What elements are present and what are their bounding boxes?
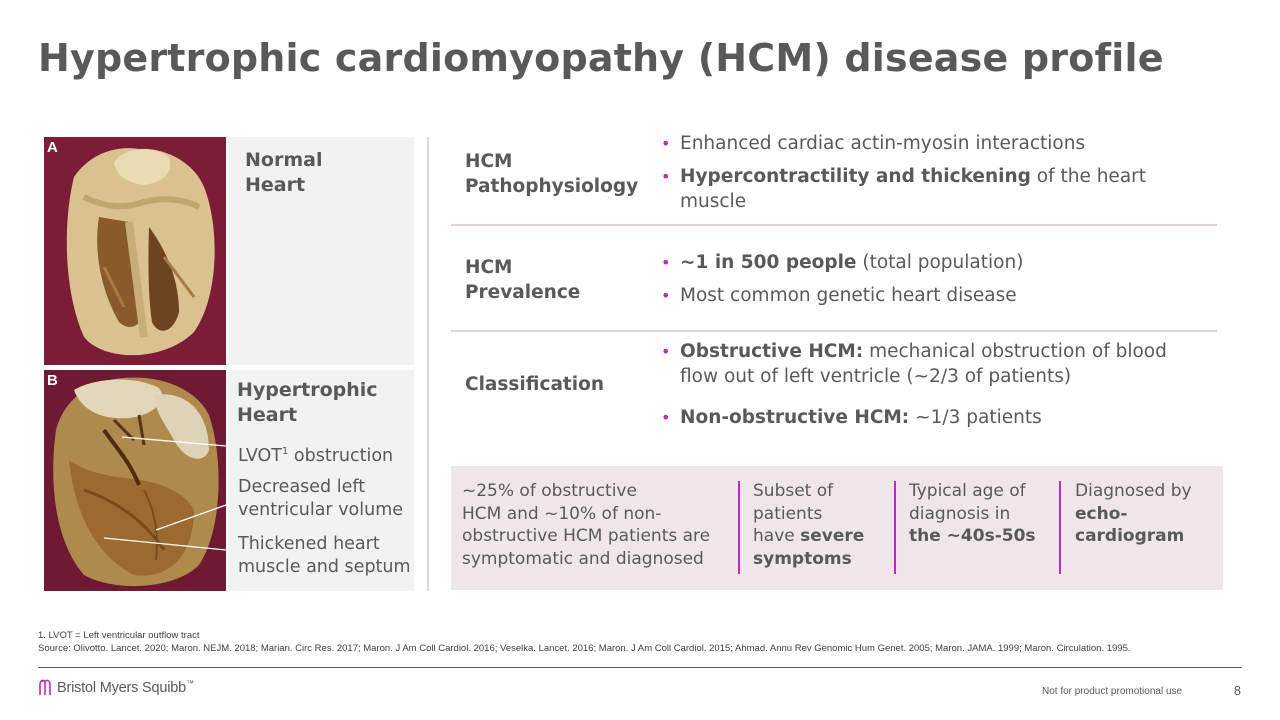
stat-separator-3 — [1059, 481, 1061, 574]
bullet-one-in-500-bold: ~1 in 500 people — [680, 252, 857, 273]
row-label-classification: Classification — [465, 374, 604, 395]
stat2-line3 — [753, 525, 888, 548]
promotional-disclaimer: Not for product promotional use — [1042, 686, 1183, 697]
stat1-line4: symptomatic and diagnosed — [462, 548, 704, 569]
bms-logo-trademark: ™ — [185, 678, 194, 688]
page-number: 8 — [1234, 684, 1241, 698]
bms-logo — [38, 678, 194, 696]
hypertrophic-heart-title-line2: Heart — [237, 404, 298, 426]
hypertrophic-heart-title-line1: Hypertrophic — [237, 379, 378, 401]
stat2-line1: Subset of — [753, 481, 834, 501]
stat2-line3-bold: severe — [800, 526, 865, 546]
stat-typical-age — [909, 480, 1059, 548]
stat1-line1: ~25% of obstructive — [462, 481, 637, 501]
bullet-non-obstructive-bold: Non-obstructive HCM: — [680, 407, 910, 428]
bms-logo-text — [57, 679, 194, 696]
callout-lvot-footnote-mark: 1 — [281, 446, 289, 457]
bullet-most-common-text: Most common genetic heart disease — [680, 285, 1017, 306]
stat-severe-symptoms — [753, 480, 888, 570]
bullet-obstructive-bold: Obstructive HCM: — [680, 341, 864, 362]
row-divider-2 — [451, 330, 1217, 332]
row-label-prevalence — [465, 255, 635, 305]
stat2-line2: patients — [753, 503, 823, 524]
row-label-prevalence-line1: HCM — [465, 257, 513, 278]
bullet-non-obstructive-text: ~1/3 patients — [909, 407, 1042, 428]
bullet-hypercontractility-bold: Hypercontractility and thickening — [680, 166, 1031, 187]
bullet-hypercontractility — [661, 164, 1201, 214]
normal-heart-title-line2: Heart — [245, 174, 306, 196]
row-divider-1 — [451, 224, 1217, 226]
stat4-line3-bold: cardiogram — [1075, 526, 1185, 546]
stat4-line2-bold: echo- — [1075, 503, 1128, 524]
normal-heart-label-box — [228, 137, 414, 365]
callout-muscle-line2: muscle and septum — [238, 557, 411, 577]
stat-symptomatic-diagnosed — [462, 480, 732, 570]
bullet-obstructive-text: mechanical obstruction of blood flow out of left ventricle (~2/3 of patients) — [680, 341, 1167, 387]
bullet-non-obstructive — [661, 405, 1201, 430]
hypertrophic-heart-label-box — [228, 370, 414, 591]
bullet-hypercontractility-text: of the heart muscle — [680, 166, 1147, 212]
stat1-line3: obstructive HCM patients are — [462, 526, 711, 546]
callout-lvot-obstruction — [238, 440, 414, 468]
panel-letter-b: B — [47, 372, 58, 389]
vertical-divider — [427, 137, 429, 591]
normal-heart-title — [245, 148, 365, 198]
pathophysiology-bullets — [661, 131, 1201, 222]
stat-separator-2 — [894, 481, 896, 574]
stat3-line1: Typical age of — [909, 481, 1026, 501]
footer-divider — [38, 667, 1242, 668]
row-label-pathophysiology-line1: HCM — [465, 151, 513, 172]
bullet-actin-myosin — [661, 131, 1201, 156]
normal-heart-title-line1: Normal — [245, 149, 323, 171]
bullet-actin-myosin-text: Enhanced cardiac actin-myosin interactions — [680, 133, 1086, 154]
normal-heart-image — [44, 137, 226, 365]
bullet-one-in-500 — [661, 250, 1201, 275]
hypertrophic-heart-title — [237, 378, 397, 428]
stat-echocardiogram — [1075, 480, 1220, 548]
callout-lvot-suffix: obstruction — [288, 445, 394, 466]
classification-bullets — [661, 339, 1201, 438]
callout-decreased-volume — [238, 476, 414, 522]
row-label-pathophysiology-line2: Pathophysiology — [465, 176, 639, 197]
row-label-prevalence-line2: Prevalence — [465, 282, 581, 303]
bullet-one-in-500-text: (total population) — [856, 252, 1024, 273]
bms-logo-mark-icon — [38, 678, 52, 696]
footnote-lvot: 1. LVOT = Left ventricular outflow tract — [38, 630, 200, 641]
panel-letter-a: A — [47, 139, 58, 156]
stat3-line2: diagnosis in — [909, 503, 1011, 524]
callout-lvot-prefix: LVOT — [238, 445, 282, 466]
callout-volume-line1: Decreased left — [238, 477, 366, 497]
stat1-line2: HCM and ~10% of non- — [462, 503, 662, 524]
hypertrophic-heart-image — [44, 370, 226, 591]
stat4-line1: Diagnosed by — [1075, 481, 1192, 501]
row-label-pathophysiology — [465, 149, 639, 199]
source-citations: Source: Olivotto. Lancet. 2020; Maron. NEJM. 2018; Marian. Circ Res. 2017; Maron. J Am Coll Cardiol. 2016; Veselka. Lancet. 2016; Maron. J Am Coll Cardiol. 2015; Ahmad. Annu Rev Genomic Hum Genet. 2005; Maron. JAMA. 1999; Maron. Circulation. 1995. — [38, 643, 1131, 654]
stat2-line4-bold: symptoms — [753, 548, 852, 569]
callout-volume-line2: ventricular volume — [238, 500, 404, 520]
stats-banner — [451, 466, 1223, 590]
prevalence-bullets — [661, 250, 1201, 316]
stat2-line3-prefix: have — [753, 526, 801, 546]
bullet-most-common — [661, 283, 1201, 308]
callout-thickened-muscle — [238, 533, 414, 579]
stat-separator-1 — [738, 481, 740, 574]
slide-title: Hypertrophic cardiomyopathy (HCM) disease profile — [38, 36, 1164, 80]
stat3-line3-bold: the ~40s-50s — [909, 526, 1036, 546]
bms-logo-wordmark: Bristol Myers Squibb — [57, 679, 186, 696]
bullet-obstructive — [661, 339, 1201, 389]
callout-muscle-line1: Thickened heart — [238, 534, 380, 554]
